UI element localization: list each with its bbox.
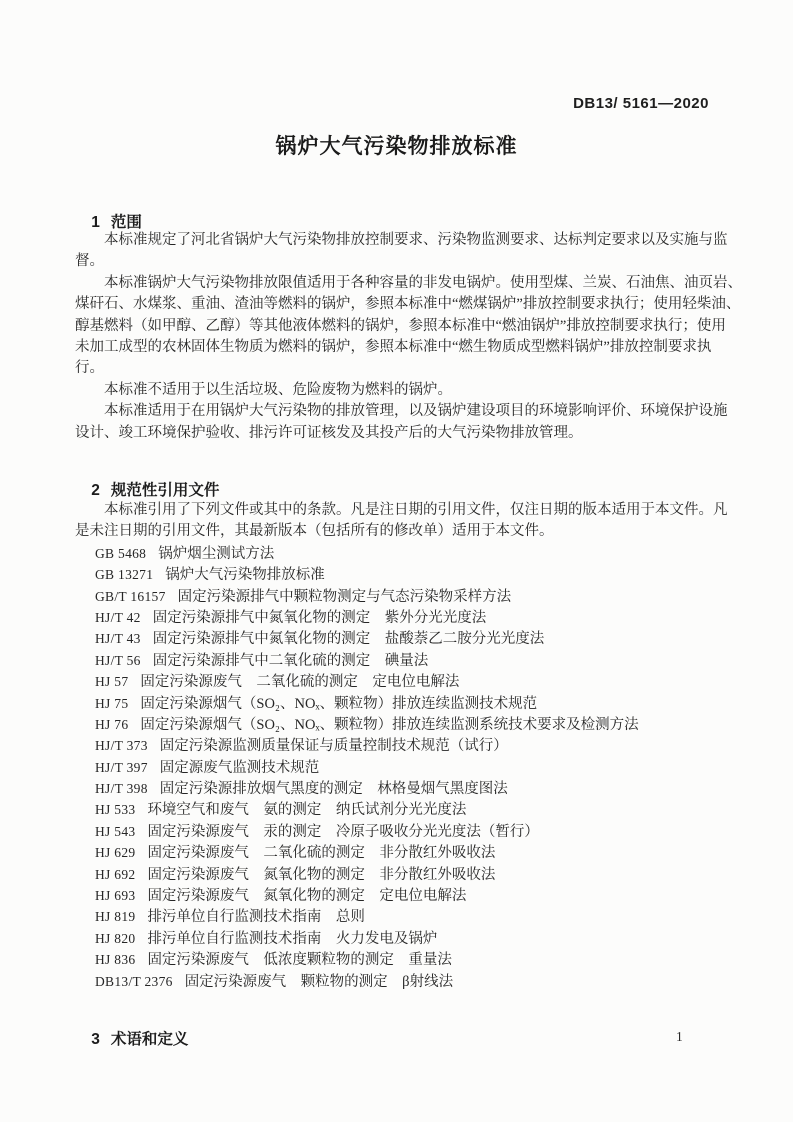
page-number: 1 bbox=[676, 1029, 683, 1044]
reference-code: GB 5468 bbox=[95, 545, 147, 561]
reference-code: GB/T 16157 bbox=[95, 588, 166, 604]
reference-item bbox=[75, 864, 735, 885]
reference-item bbox=[75, 906, 735, 927]
reference-title: 固定污染源排气中二氧化硫的测定 碘量法 bbox=[152, 652, 429, 669]
reference-code: HJ 629 bbox=[95, 845, 136, 861]
reference-title: 环境空气和废气 氨的测定 纳氏试剂分光光度法 bbox=[147, 802, 467, 819]
section-number: 1 bbox=[91, 214, 100, 231]
paragraph-line: 本标准规定了河北省锅炉大气污染物排放控制要求、污染物监测要求、达标判定要求以及实施与监 bbox=[104, 232, 728, 248]
paragraph-line: 本标准引用了下列文件或其中的条款。凡是注日期的引用文件，仅注日期的版本适用于本文件。凡 bbox=[104, 502, 728, 518]
reference-title: 排污单位自行监测技术指南 总则 bbox=[147, 909, 365, 926]
paragraph-line: 是未注日期的引用文件，其最新版本（包括所有的修改单）适用于本文件。 bbox=[75, 523, 554, 540]
reference-code: HJ 836 bbox=[95, 952, 136, 968]
section-heading-label: 范围 bbox=[110, 214, 142, 231]
reference-code: HJ 693 bbox=[95, 888, 136, 904]
reference-item bbox=[75, 757, 735, 778]
reference-code: HJ/T 42 bbox=[95, 609, 141, 625]
reference-code: HJ 75 bbox=[95, 695, 129, 711]
paragraph-line: 醇基燃料（如甲醇、乙醇）等其他液体燃料的锅炉，参照本标准中“燃油锅炉”排放控制要求执行；使用 bbox=[75, 317, 726, 334]
reference-item bbox=[75, 650, 735, 671]
reference-code: HJ/T 373 bbox=[95, 738, 148, 754]
reference-title: 固定污染源监测质量保证与质量控制技术规范（试行） bbox=[159, 738, 508, 755]
reference-code: HJ/T 397 bbox=[95, 759, 148, 775]
reference-title: 固定污染源排气中氮氧化物的测定 盐酸萘乙二胺分光光度法 bbox=[152, 631, 545, 648]
reference-title: 固定污染源废气 汞的测定 冷原子吸收分光光度法（暂行） bbox=[147, 823, 539, 840]
reference-code: HJ 543 bbox=[95, 823, 136, 839]
reference-code: HJ/T 56 bbox=[95, 652, 141, 668]
paragraph-line: 煤矸石、水煤浆、重油、渣油等燃料的锅炉，参照本标准中“燃煤锅炉”排放控制要求执行；使用轻柴油、 bbox=[75, 296, 741, 313]
reference-title: 固定污染源排放烟气黑度的测定 林格曼烟气黑度图法 bbox=[159, 781, 508, 798]
reference-title: 固定污染源废气 二氧化硫的测定 定电位电解法 bbox=[140, 674, 460, 691]
reference-code: HJ 533 bbox=[95, 802, 136, 818]
reference-title: 固定污染源废气 低浓度颗粒物的测定 重量法 bbox=[147, 952, 452, 969]
section-heading-label: 规范性引用文件 bbox=[110, 482, 220, 499]
reference-item bbox=[75, 821, 735, 842]
reference-item bbox=[75, 735, 735, 756]
reference-item bbox=[75, 778, 735, 799]
paragraph-line: 本标准不适用于以生活垃圾、危险废物为燃料的锅炉。 bbox=[104, 381, 452, 398]
paragraph-line: 行。 bbox=[75, 360, 104, 377]
paragraph-line: 设计、竣工环境保护验收、排污许可证核发及其投产后的大气污染物排放管理。 bbox=[75, 424, 583, 441]
reference-code: HJ 819 bbox=[95, 909, 136, 925]
reference-title: 固定污染源烟气（SO₂、NOₓ、颗粒物）排放连续监测系统技术要求及检测方法 bbox=[140, 716, 639, 733]
reference-title: 固定污染源排气中氮氧化物的测定 紫外分光光度法 bbox=[152, 609, 487, 626]
reference-code: HJ 76 bbox=[95, 716, 129, 732]
reference-code: HJ 692 bbox=[95, 866, 136, 882]
reference-item bbox=[75, 949, 735, 970]
reference-item bbox=[75, 693, 735, 714]
reference-title: 固定污染源废气 二氧化硫的测定 非分散红外吸收法 bbox=[147, 845, 496, 862]
reference-item bbox=[75, 671, 735, 692]
reference-title: 锅炉烟尘测试方法 bbox=[158, 545, 275, 562]
section-heading-terms-definitions bbox=[74, 1010, 188, 1070]
reference-item bbox=[75, 543, 735, 564]
section-number: 3 bbox=[91, 1031, 100, 1048]
paragraph-line: 本标准锅炉大气污染物排放限值适用于各种容量的非发电锅炉。使用型煤、兰炭、石油焦、油页岩、 bbox=[104, 274, 742, 291]
document-title: 锅炉大气污染物排放标准 bbox=[275, 135, 518, 158]
reference-item bbox=[75, 928, 735, 949]
reference-title: 锅炉大气污染物排放标准 bbox=[165, 567, 325, 584]
standard-code-header: DB13/ 5161—2020 bbox=[573, 95, 709, 112]
reference-code: HJ 57 bbox=[95, 674, 129, 690]
reference-item bbox=[75, 628, 735, 649]
reference-code: DB13/T 2376 bbox=[95, 973, 173, 989]
reference-item bbox=[75, 971, 735, 992]
reference-title: 固定污染源烟气（SO₂、NOₓ、颗粒物）排放连续监测技术规范 bbox=[140, 695, 538, 712]
reference-code: HJ/T 398 bbox=[95, 781, 148, 797]
reference-title: 排污单位自行监测技术指南 火力发电及锅炉 bbox=[147, 930, 438, 947]
reference-title: 固定污染源排气中颗粒物测定与气态污染物采样方法 bbox=[177, 588, 512, 605]
reference-item bbox=[75, 607, 735, 628]
reference-item bbox=[75, 586, 735, 607]
reference-item bbox=[75, 799, 735, 820]
reference-item bbox=[75, 564, 735, 585]
reference-title: 固定源废气监测技术规范 bbox=[159, 759, 320, 776]
reference-title: 固定污染源废气 氮氧化物的测定 非分散红外吸收法 bbox=[147, 866, 496, 883]
reference-title: 固定污染源废气 氮氧化物的测定 定电位电解法 bbox=[147, 888, 467, 905]
paragraph-line: 本标准适用于在用锅炉大气污染物的排放管理，以及锅炉建设项目的环境影响评价、环境保护设施 bbox=[104, 403, 728, 420]
paragraph-line: 督。 bbox=[75, 253, 104, 270]
reference-item bbox=[75, 885, 735, 906]
reference-code: HJ 820 bbox=[95, 930, 136, 946]
reference-title: 固定污染源废气 颗粒物的测定 β射线法 bbox=[184, 973, 454, 990]
reference-item bbox=[75, 714, 735, 735]
section-2-body bbox=[75, 500, 735, 992]
reference-item bbox=[75, 842, 735, 863]
section-heading-label: 术语和定义 bbox=[110, 1031, 189, 1048]
section-1-body bbox=[75, 230, 742, 444]
paragraph-line: 未加工成型的农林固体生物质为燃料的锅炉，参照本标准中“燃生物质成型燃料锅炉”排放控制要求执 bbox=[75, 338, 712, 355]
section-number: 2 bbox=[91, 482, 100, 499]
reference-code: HJ/T 43 bbox=[95, 631, 141, 647]
reference-code: GB 13271 bbox=[95, 567, 154, 583]
